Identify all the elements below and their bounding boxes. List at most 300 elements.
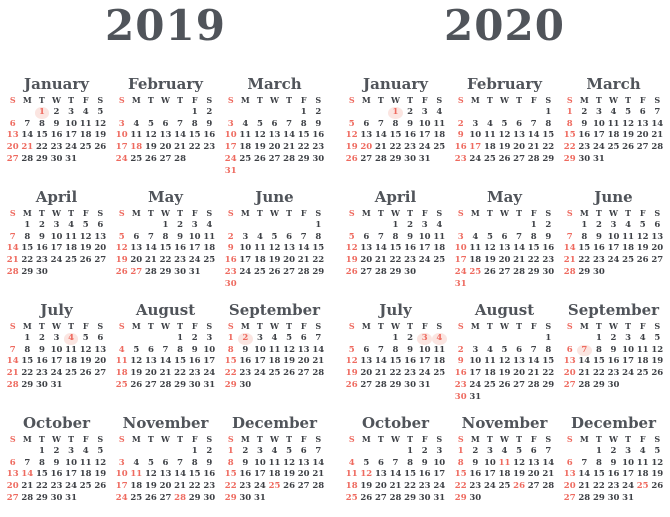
year-block-2019 [3, 0, 328, 517]
date-cell: 3 [457, 231, 464, 242]
date-cell: 1 [315, 219, 322, 230]
weekday-header: F [530, 95, 537, 105]
date-cell: 10 [50, 344, 63, 355]
date-cell: 29 [563, 153, 576, 164]
date-cell: 12 [360, 469, 373, 480]
date-cell: 31 [469, 391, 482, 402]
date-cell: 20 [563, 368, 576, 379]
month-july [342, 301, 449, 404]
date-cell: 19 [636, 243, 649, 254]
weekday-header: M [22, 321, 32, 331]
date-cell: 6 [300, 445, 307, 456]
blank-cell [173, 446, 188, 458]
date-cell: 8 [545, 344, 552, 355]
blank-cell [129, 220, 144, 232]
date-cell: 10 [418, 344, 431, 355]
date-cell: 2 [227, 231, 234, 242]
month-day-grid [112, 95, 219, 166]
date-cell: 12 [651, 457, 664, 468]
month-july [3, 301, 110, 404]
date-cell: 19 [283, 469, 296, 480]
date-cell: 9 [407, 231, 414, 242]
date-cell: 28 [513, 266, 526, 277]
month-day-grid [221, 208, 328, 291]
date-cell: 18 [622, 243, 635, 254]
date-cell: 18 [498, 469, 511, 480]
date-cell: 2 [407, 106, 414, 117]
date-cell: 3 [472, 118, 479, 129]
date-cell: 18 [79, 130, 92, 141]
date-cell: 19 [79, 243, 92, 254]
blank-cell [267, 107, 282, 119]
date-cell: 22 [389, 368, 402, 379]
date-cell: 1 [581, 219, 588, 230]
date-cell: 17 [203, 356, 216, 367]
date-cell: 30 [203, 492, 216, 503]
date-cell: 13 [6, 130, 19, 141]
date-cell: 18 [130, 142, 143, 153]
month-november [451, 414, 558, 517]
date-cell: 18 [433, 243, 446, 254]
date-cell: 23 [239, 481, 252, 492]
date-cell: 6 [377, 457, 384, 468]
date-cell: 11 [483, 356, 496, 367]
blank-cell [453, 107, 468, 119]
date-cell: 21 [527, 142, 540, 153]
date-cell: 17 [239, 255, 252, 266]
weekday-header: W [391, 321, 400, 331]
date-cell: 11 [622, 231, 635, 242]
date-cell: 2 [177, 219, 184, 230]
date-cell: 28 [651, 142, 664, 153]
date-cell: 22 [35, 142, 48, 153]
weekday-header: T [68, 95, 75, 105]
date-cell: 2 [238, 333, 253, 345]
date-cell: 15 [542, 356, 555, 367]
date-cell: 28 [374, 379, 387, 390]
date-cell: 20 [651, 243, 664, 254]
date-cell: 24 [65, 481, 78, 492]
date-cell: 27 [498, 266, 511, 277]
date-cell: 25 [469, 266, 482, 277]
date-cell: 31 [433, 492, 446, 503]
date-cell: 27 [563, 379, 576, 390]
weekday-header: S [118, 434, 125, 444]
date-cell: 23 [188, 368, 201, 379]
date-cell: 10 [483, 457, 496, 468]
date-cell: 14 [527, 130, 540, 141]
date-cell: 4 [82, 106, 89, 117]
blank-cell [468, 107, 483, 119]
date-cell: 2 [53, 445, 60, 456]
weekday-header: T [256, 321, 263, 331]
date-cell: 27 [360, 266, 373, 277]
date-cell: 23 [418, 481, 431, 492]
weekday-header: T [68, 321, 75, 331]
date-cell: 4 [64, 333, 79, 345]
date-cell: 2 [315, 106, 322, 117]
date-cell: 28 [6, 266, 19, 277]
date-cell: 4 [68, 219, 75, 230]
date-cell: 26 [144, 153, 157, 164]
weekday-header: M [240, 321, 250, 331]
date-cell: 26 [345, 379, 358, 390]
date-cell: 22 [159, 255, 172, 266]
date-cell: 6 [97, 332, 104, 343]
date-cell: 13 [159, 469, 172, 480]
date-cell: 5 [147, 118, 154, 129]
date-cell: 7 [377, 118, 384, 129]
date-cell: 3 [68, 445, 75, 456]
date-cell: 13 [144, 356, 157, 367]
date-cell: 6 [300, 332, 307, 343]
date-cell: 25 [483, 153, 496, 164]
weekday-header: S [545, 434, 552, 444]
date-cell: 30 [454, 391, 467, 402]
date-cell: 17 [418, 356, 431, 367]
date-cell: 13 [159, 130, 172, 141]
date-cell: 29 [542, 379, 555, 390]
date-cell: 25 [268, 368, 281, 379]
weekday-header: T [486, 95, 493, 105]
date-cell: 5 [516, 445, 523, 456]
weekday-header: T [177, 321, 184, 331]
weekday-header: T [147, 434, 154, 444]
month-day-grid [451, 321, 558, 404]
date-cell: 10 [203, 344, 216, 355]
date-cell: 23 [35, 368, 48, 379]
date-cell: 10 [50, 231, 63, 242]
date-cell: 4 [501, 445, 508, 456]
weekday-header: T [486, 321, 493, 331]
date-cell: 19 [79, 356, 92, 367]
weekday-header: F [300, 321, 307, 331]
date-cell: 6 [363, 231, 370, 242]
date-cell: 17 [592, 130, 605, 141]
date-cell: 19 [268, 255, 281, 266]
blank-cell [144, 333, 159, 345]
date-cell: 27 [130, 266, 143, 277]
date-cell: 14 [651, 118, 664, 129]
date-cell: 7 [530, 118, 537, 129]
weekday-header: T [625, 321, 632, 331]
date-cell: 18 [483, 142, 496, 153]
weekday-header: W [270, 208, 279, 218]
weekday-header: F [421, 321, 428, 331]
date-cell: 3 [206, 332, 213, 343]
blank-cell [359, 220, 374, 232]
date-cell: 20 [144, 368, 157, 379]
month-march [560, 75, 667, 178]
date-cell: 14 [312, 344, 325, 355]
weekday-header: S [348, 434, 355, 444]
date-cell: 13 [94, 344, 107, 355]
date-cell: 23 [224, 266, 237, 277]
weekday-header: F [639, 95, 646, 105]
date-cell: 16 [50, 469, 63, 480]
blank-cell [253, 220, 268, 232]
date-cell: 30 [50, 153, 63, 164]
weekday-header: S [545, 321, 552, 331]
date-cell: 15 [159, 243, 172, 254]
weekday-header: F [530, 434, 537, 444]
date-cell: 27 [297, 481, 310, 492]
weekday-header: T [147, 208, 154, 218]
date-cell: 20 [563, 481, 576, 492]
date-cell: 17 [115, 142, 128, 153]
date-cell: 17 [607, 243, 620, 254]
date-cell: 8 [392, 118, 399, 129]
weekday-header: T [407, 321, 414, 331]
date-cell: 19 [498, 142, 511, 153]
date-cell: 23 [454, 153, 467, 164]
date-cell: 27 [360, 153, 373, 164]
date-cell: 6 [566, 457, 573, 468]
date-cell: 26 [651, 481, 664, 492]
month-name: May [147, 188, 184, 206]
weekday-header: T [516, 321, 523, 331]
date-cell: 7 [315, 332, 322, 343]
weekday-header: S [654, 208, 661, 218]
date-cell: 21 [21, 481, 34, 492]
date-cell: 31 [454, 278, 467, 289]
date-cell: 31 [188, 266, 201, 277]
weekday-header: T [516, 208, 523, 218]
weekday-header: S [9, 208, 16, 218]
date-cell: 18 [239, 142, 252, 153]
weekday-header: S [566, 95, 573, 105]
date-cell: 15 [188, 130, 201, 141]
date-cell: 20 [283, 255, 296, 266]
date-cell: 19 [498, 368, 511, 379]
date-cell: 12 [130, 356, 143, 367]
date-cell: 30 [469, 492, 482, 503]
date-cell: 31 [592, 153, 605, 164]
date-cell: 7 [654, 106, 661, 117]
date-cell: 4 [432, 333, 447, 345]
date-cell: 28 [159, 379, 172, 390]
weekday-header: S [654, 321, 661, 331]
date-cell: 25 [130, 492, 143, 503]
weekday-header: S [227, 321, 234, 331]
month-day-grid [221, 95, 328, 178]
date-cell: 8 [38, 457, 45, 468]
date-cell: 12 [144, 130, 157, 141]
date-cell: 14 [21, 130, 34, 141]
weekday-header: W [52, 434, 61, 444]
date-cell: 3 [595, 106, 602, 117]
date-cell: 5 [256, 118, 263, 129]
month-february [112, 75, 219, 178]
date-cell: 4 [133, 457, 140, 468]
date-cell: 29 [592, 492, 605, 503]
date-cell: 31 [224, 165, 237, 176]
date-cell: 23 [35, 255, 48, 266]
weekday-header: M [22, 434, 32, 444]
month-day-grid [221, 321, 328, 392]
blank-cell [238, 220, 253, 232]
month-day-grid [221, 434, 328, 505]
date-cell: 16 [174, 243, 187, 254]
date-cell: 27 [360, 379, 373, 390]
date-cell: 9 [581, 118, 588, 129]
weekday-header: F [421, 208, 428, 218]
blank-cell [359, 446, 374, 458]
date-cell: 29 [312, 266, 325, 277]
date-cell: 28 [312, 368, 325, 379]
date-cell: 24 [418, 255, 431, 266]
date-cell: 2 [581, 106, 588, 117]
blank-cell [344, 333, 359, 345]
weekday-header: S [566, 208, 573, 218]
blank-cell [158, 333, 173, 345]
month-name: April [374, 188, 417, 206]
date-cell: 29 [21, 266, 34, 277]
date-cell: 1 [566, 106, 573, 117]
date-cell: 2 [206, 106, 213, 117]
date-cell: 17 [115, 481, 128, 492]
month-day-grid [112, 208, 219, 279]
date-cell: 5 [118, 231, 125, 242]
weekday-header: S [97, 208, 104, 218]
date-cell: 21 [578, 368, 591, 379]
month-february [451, 75, 558, 178]
date-cell: 8 [227, 457, 234, 468]
date-cell: 30 [592, 266, 605, 277]
weekday-header: S [654, 95, 661, 105]
date-cell: 11 [636, 457, 649, 468]
date-cell: 14 [374, 243, 387, 254]
weekday-header: F [82, 95, 89, 105]
month-name: October [22, 414, 91, 432]
weekday-header: T [38, 208, 45, 218]
date-cell: 17 [433, 469, 446, 480]
month-day-grid [342, 434, 449, 505]
date-cell: 4 [118, 344, 125, 355]
date-cell: 15 [389, 130, 402, 141]
weekday-header: T [377, 321, 384, 331]
date-cell: 9 [177, 231, 184, 242]
date-cell: 2 [242, 445, 249, 456]
month-day-grid [342, 95, 449, 166]
date-cell: 12 [283, 344, 296, 355]
date-cell: 28 [527, 379, 540, 390]
date-cell: 16 [454, 142, 467, 153]
date-cell: 6 [97, 219, 104, 230]
blank-cell [5, 446, 20, 458]
date-cell: 28 [312, 481, 325, 492]
weekday-header: T [38, 434, 45, 444]
date-cell: 20 [159, 142, 172, 153]
date-cell: 18 [433, 356, 446, 367]
date-cell: 31 [65, 153, 78, 164]
date-cell: 6 [530, 445, 537, 456]
date-cell: 5 [501, 118, 508, 129]
date-cell: 3 [436, 445, 443, 456]
date-cell: 18 [253, 255, 266, 266]
date-cell: 4 [271, 445, 278, 456]
weekday-header: F [191, 95, 198, 105]
date-cell: 28 [21, 492, 34, 503]
date-cell: 5 [147, 457, 154, 468]
date-cell: 13 [283, 243, 296, 254]
weekday-header: W [500, 321, 509, 331]
blank-cell [114, 446, 129, 458]
date-cell: 27 [6, 492, 19, 503]
blank-cell [253, 107, 268, 119]
blank-cell [453, 220, 468, 232]
date-cell: 8 [177, 344, 184, 355]
year-title: 2019 [105, 1, 226, 50]
weekday-header: W [161, 208, 170, 218]
date-cell: 5 [486, 231, 493, 242]
date-cell: 11 [636, 344, 649, 355]
date-cell: 3 [421, 106, 428, 117]
date-cell: 16 [224, 255, 237, 266]
date-cell: 20 [94, 356, 107, 367]
weekday-header: S [545, 208, 552, 218]
date-cell: 16 [607, 469, 620, 480]
blank-cell [267, 220, 282, 232]
weekday-header: T [407, 434, 414, 444]
date-cell: 2 [610, 445, 617, 456]
date-cell: 16 [578, 130, 591, 141]
date-cell: 8 [300, 118, 307, 129]
weekday-header: S [436, 434, 443, 444]
weekday-header: M [240, 434, 250, 444]
weekday-header: S [315, 208, 322, 218]
weekday-header: S [566, 321, 573, 331]
blank-cell [144, 220, 159, 232]
date-cell: 7 [300, 231, 307, 242]
date-cell: 28 [563, 266, 576, 277]
date-cell: 14 [527, 356, 540, 367]
date-cell: 25 [622, 255, 635, 266]
date-cell: 5 [271, 231, 278, 242]
date-cell: 24 [592, 142, 605, 153]
date-cell: 13 [360, 130, 373, 141]
date-cell: 12 [94, 118, 107, 129]
date-cell: 4 [436, 219, 443, 230]
date-cell: 10 [253, 344, 266, 355]
date-cell: 12 [345, 356, 358, 367]
weekday-header: F [639, 321, 646, 331]
date-cell: 22 [224, 481, 237, 492]
date-cell: 25 [203, 255, 216, 266]
date-cell: 1 [24, 219, 31, 230]
date-cell: 7 [177, 457, 184, 468]
date-cell: 19 [513, 469, 526, 480]
date-cell: 16 [35, 243, 48, 254]
date-cell: 31 [622, 492, 635, 503]
date-cell: 24 [203, 368, 216, 379]
month-day-grid [560, 434, 667, 505]
date-cell: 28 [174, 492, 187, 503]
date-cell: 3 [227, 118, 234, 129]
date-cell: 25 [253, 266, 266, 277]
date-cell: 7 [566, 231, 573, 242]
date-cell: 25 [79, 142, 92, 153]
date-cell: 24 [50, 255, 63, 266]
date-cell: 25 [498, 481, 511, 492]
date-cell: 1 [595, 332, 602, 343]
weekday-header: F [300, 95, 307, 105]
date-cell: 8 [530, 231, 537, 242]
date-cell: 19 [94, 130, 107, 141]
date-cell: 23 [454, 379, 467, 390]
date-cell: 3 [417, 333, 432, 345]
date-cell: 23 [404, 142, 417, 153]
